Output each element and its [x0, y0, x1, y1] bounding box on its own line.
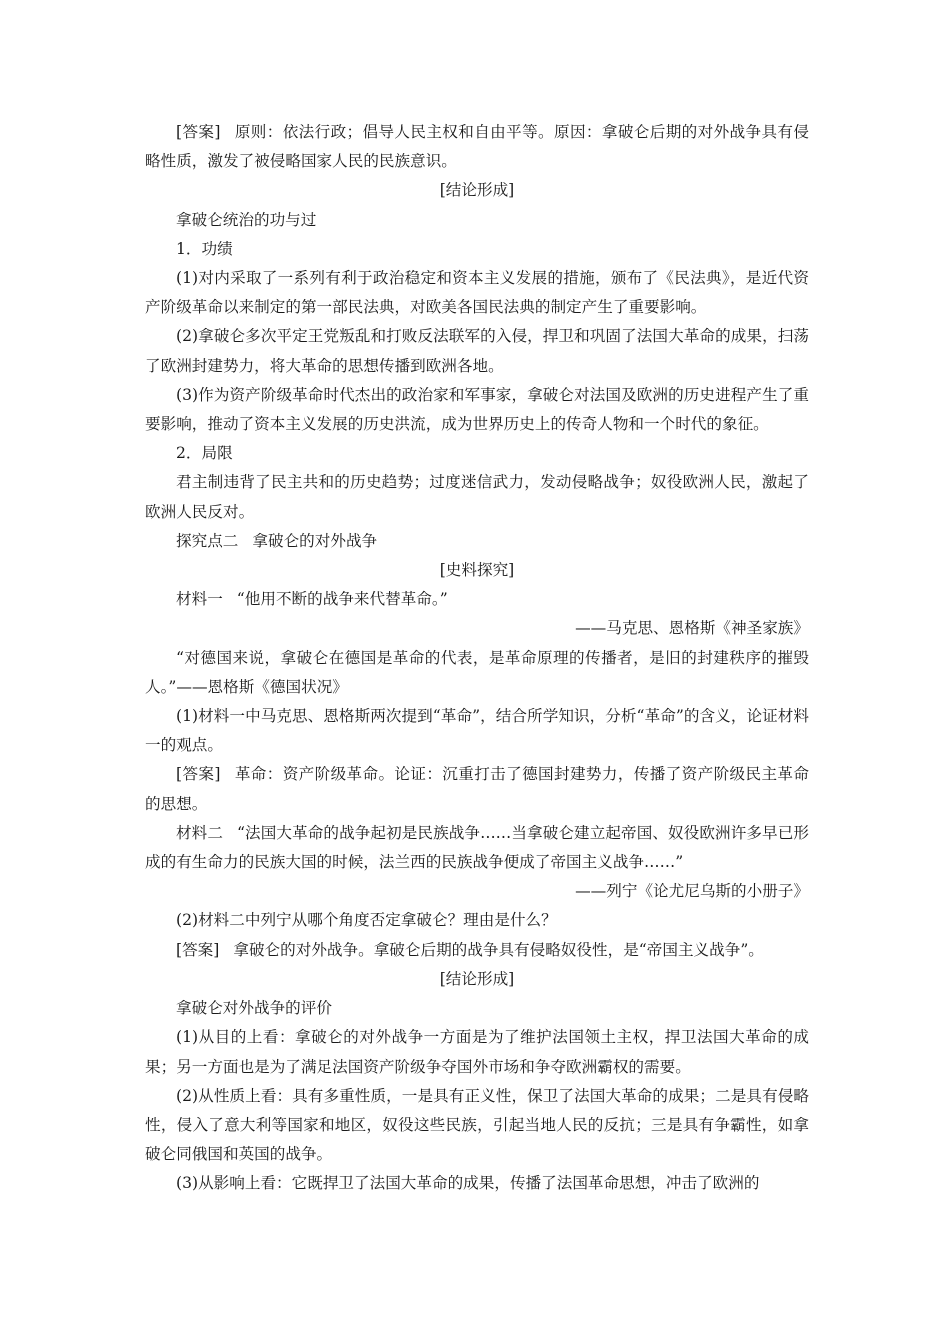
- topic-title: 拿破仑对外战争的评价: [176, 999, 332, 1018]
- merit-item: (2)拿破仑多次平定王党叛乱和打败反法联军的入侵，捍卫和巩固了法国大革命的成果，扫荡了欧洲封建势力，将大革命的思想传播到欧洲各地。: [145, 327, 809, 375]
- answer-text: 拿破仑的对外战争。拿破仑后期的战争具有侵略奴役性，是“帝国主义战争”。: [233, 940, 764, 959]
- material-label: 材料一: [176, 590, 223, 609]
- subheading: 1．功绩: [176, 239, 233, 258]
- material-paragraph: [145, 819, 809, 877]
- exploration-label: 探究点二: [176, 531, 239, 550]
- quote-paragraph: “对德国来说，拿破仑在德国是革命的代表，是革命原理的传播者，是旧的封建秩序的摧毁人。”——恩格斯《德国状况》: [145, 648, 809, 696]
- material-quote: “他用不断的战争来代替革命。”: [236, 590, 448, 609]
- merit-item: (3)作为资产阶级革命时代杰出的政治家和军事家，拿破仑对法国及欧洲的历史进程产生了重要影响，推动了资本主义发展的历史洪流，成为世界历史上的传奇人物和一个时代的象征。: [145, 385, 809, 434]
- answer-tag: [答案]: [176, 765, 221, 784]
- section-heading: [结论形成]: [439, 181, 515, 200]
- merit-item: (1)对内采取了一系列有利于政治稳定和资本主义发展的措施，颁布了《民法典》，是近代资产阶级革命以来制定的第一部民法典，对欧美各国民法典的制定产生了重要影响。: [145, 269, 809, 317]
- answer-paragraph: [145, 760, 809, 818]
- section-heading: [结论形成]: [439, 969, 515, 988]
- section-heading: [史料探究]: [439, 561, 515, 580]
- answer-paragraph: [145, 118, 809, 176]
- limitation-paragraph: 君主制违背了民主共和的历史趋势；过度迷信武力，发动侵略战争；奴役欧洲人民，激起了欧洲人民反对。: [145, 473, 809, 521]
- question: (2)材料二中列宁从哪个角度否定拿破仑？理由是什么？: [176, 911, 557, 930]
- document-page: [145, 118, 809, 1199]
- material-label: 材料二: [176, 823, 224, 842]
- answer-tag: [答案]: [176, 940, 220, 959]
- exploration-title: 拿破仑的对外战争: [252, 531, 378, 550]
- answer-paragraph: [145, 936, 809, 965]
- answer-text: 原则：依法行政；倡导人民主权和自由平等。原因：拿破仑后期的对外战争具有侵略性质，激发了被侵略国家人民的民族意识。: [145, 123, 809, 171]
- material-paragraph: [145, 585, 809, 614]
- material-source: ——列宁《论尤尼乌斯的小册子》: [575, 882, 809, 901]
- answer-tag: [答案]: [176, 123, 221, 141]
- evaluation-item: (2)从性质上看：具有多重性质，一是具有正义性，保卫了法国大革命的成果；二是具有侵略性，侵入了意大利等国家和地区，奴役这些民族，引起当地人民的反抗；三是具有争霸性，如拿破仑同俄国和英国的战争。: [145, 1086, 809, 1164]
- evaluation-item: (1)从目的上看：拿破仑的对外战争一方面是为了维护法国领土主权，捍卫法国大革命的成果；另一方面也是为了满足法国资产阶级争夺国外市场和争夺欧洲霸权的需要。: [145, 1028, 809, 1076]
- answer-text: 革命：资产阶级革命。论证：沉重打击了德国封建势力，传播了资产阶级民主革命的思想。: [145, 765, 809, 813]
- topic-title: 拿破仑统治的功与过: [176, 210, 317, 229]
- material-quote: “法国大革命的战争起初是民族战争……当拿破仑建立起帝国、奴役欧洲许多早已形成的有生命力的民族大国的时候，法兰西的民族战争便成了帝国主义战争……”: [145, 823, 809, 872]
- question: (1)材料一中马克思、恩格斯两次提到“革命”，结合所学知识，分析“革命”的含义，论证材料一的观点。: [145, 707, 809, 755]
- subheading: 2．局限: [176, 444, 233, 463]
- exploration-heading: [145, 527, 809, 556]
- evaluation-item: (3)从影响上看：它既捍卫了法国大革命的成果，传播了法国革命思想，冲击了欧洲的: [176, 1174, 760, 1193]
- material-source: ——马克思、恩格斯《神圣家族》: [575, 619, 809, 638]
